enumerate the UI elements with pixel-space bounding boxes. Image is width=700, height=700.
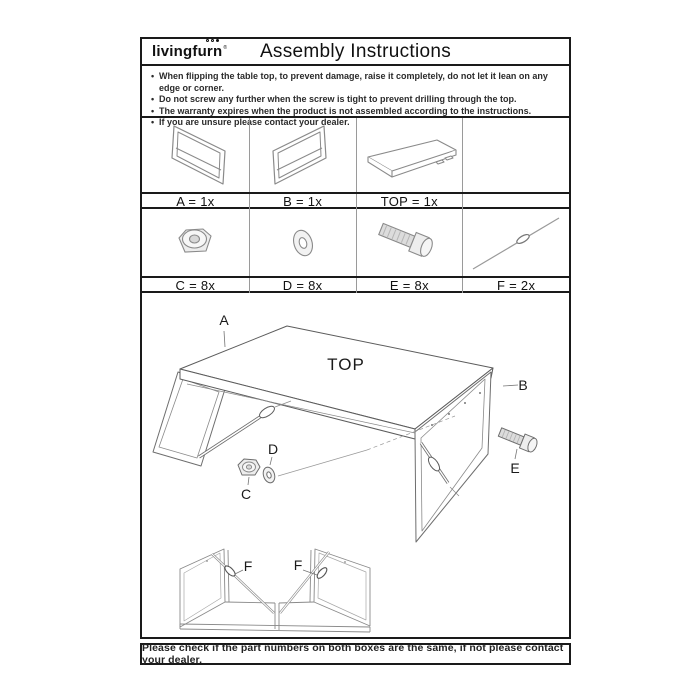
part-d-cell bbox=[249, 209, 356, 276]
diagram-label-top: TOP bbox=[327, 355, 365, 374]
part-f-label: F = 2x bbox=[462, 278, 569, 293]
diagram-label-c: C bbox=[240, 486, 252, 502]
part-a-label: A = 1x bbox=[176, 194, 215, 209]
part-c-cell bbox=[142, 209, 249, 276]
diagram-label-d: D bbox=[267, 441, 279, 457]
footer-text: Please check if the part numbers on both boxes are the same, if not please contact your dealer. bbox=[142, 642, 564, 666]
brace-installation-view bbox=[180, 549, 370, 632]
header bbox=[142, 39, 569, 66]
part-e-cell bbox=[356, 209, 463, 276]
diagram-label-f-right: F bbox=[293, 557, 303, 573]
note-line: • If you are unsure please contact your dealer. bbox=[150, 117, 561, 129]
diagram-label-f-left: F bbox=[243, 558, 253, 574]
table-top-icon bbox=[357, 120, 461, 190]
parts-table bbox=[142, 118, 569, 293]
note-line: • Do not screw any further when the screw is tight to prevent drilling through the top. bbox=[150, 94, 561, 106]
brand-logo bbox=[152, 44, 227, 59]
part-b-cell bbox=[249, 118, 356, 192]
part-d-label: D = 8x bbox=[249, 278, 356, 293]
part-top-label: TOP = 1x bbox=[356, 194, 463, 209]
page bbox=[140, 37, 571, 639]
warning-notes bbox=[142, 68, 569, 127]
note-line: • When flipping the table top, to prevent damage, raise it completely, do not let it lean on any edge or corner. bbox=[150, 71, 561, 94]
brace-rod-icon bbox=[466, 212, 566, 274]
leader-line-washer bbox=[278, 450, 367, 476]
part-a-cell bbox=[142, 118, 249, 192]
assembly-diagram-svg bbox=[142, 299, 569, 637]
page-title: Assembly Instructions bbox=[259, 40, 452, 62]
washer-d-drawing bbox=[261, 466, 276, 485]
note-line: • The warranty expires when the product is not assembled according to the instructions. bbox=[150, 106, 561, 118]
logo-dots-icon bbox=[206, 39, 219, 42]
part-f-cell bbox=[462, 209, 569, 276]
hex-bolt-icon bbox=[367, 217, 451, 269]
nut-c-drawing bbox=[238, 459, 260, 475]
parts-row-labels-1 bbox=[142, 192, 569, 209]
parts-row-labels-2 bbox=[142, 276, 569, 293]
parts-row-images-2 bbox=[142, 209, 569, 276]
frame-panel-a-icon bbox=[147, 120, 243, 190]
part-b-label: B = 1x bbox=[249, 194, 356, 209]
diagram-label-b: B bbox=[518, 377, 528, 393]
parts-row-images-1 bbox=[142, 118, 569, 192]
frame-panel-b-icon bbox=[255, 120, 351, 190]
hex-nut-icon bbox=[173, 223, 217, 263]
logo-text: livingfurn bbox=[152, 43, 223, 60]
assembly-diagram bbox=[142, 299, 569, 637]
empty-label bbox=[462, 194, 569, 209]
part-top-cell bbox=[356, 118, 463, 192]
empty-cell bbox=[462, 118, 569, 192]
bolt-e-drawing bbox=[497, 425, 539, 454]
part-e-label: E = 8x bbox=[356, 278, 463, 293]
trademark-symbol: ® bbox=[223, 45, 228, 51]
footer-note bbox=[140, 643, 571, 665]
part-c-label: C = 8x bbox=[175, 278, 216, 293]
diagram-label-a: A bbox=[219, 312, 229, 328]
diagram-label-e: E bbox=[510, 460, 520, 476]
washer-icon bbox=[283, 221, 323, 265]
